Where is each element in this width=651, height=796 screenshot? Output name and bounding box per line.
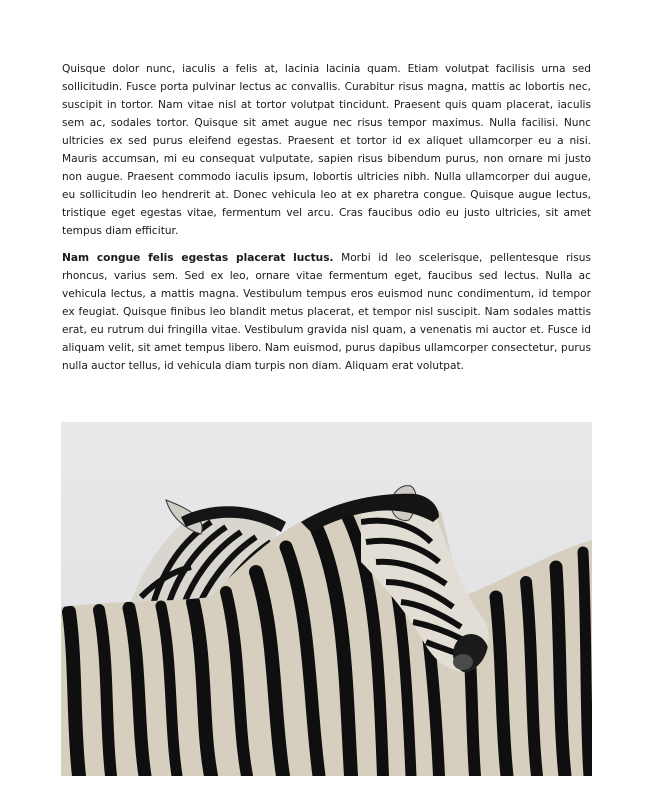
zebra-photo	[61, 422, 592, 776]
paragraph-2-text: Morbi id leo scelerisque, pellentesque risus rhoncus, varius sem. Sed ex leo, ornare vitae fermentum eget, faucibus sed lectus. Nulla ac vehicula lectus, a mattis magna. Vestibulum tempus eros euismod nunc condimentum, id tempor ex feugiat. Quisque finibus leo blandit metus placerat, et tempor nisl suscipit. Nam sodales mattis erat, eu rutrum dui fringilla vitae. Vestibulum gravida nisl quam, a venenatis mi auctor et. Fusce id aliquam velit, sit amet tempus libero. Nam euismod, purus dapibus ullamcorper consectetur, purus nulla auctor tellus, id vehicula diam turpis non diam. Aliquam erat volutpat.	[62, 252, 592, 372]
paragraph-1	[62, 60, 591, 240]
zebra-illustration	[61, 422, 592, 776]
paragraph-1-text: Quisque dolor nunc, iaculis a felis at, lacinia lacinia quam. Etiam volutpat facilisis urna sed sollicitudin. Fusce porta pulvinar lectus ac convallis. Curabitur risus magna, mattis ac lobortis nec, suscipit in tortor. Nam vitae nisl at tortor volutpat tincidunt. Praesent quis quam placerat, iaculis sem ac, sodales tortor. Quisque sit amet augue nec risus tempor maximus. Nulla facilisi. Nunc ultricies ex sed purus eleifend egestas. Praesent et tortor id ex aliquet ullamcorper eu a nisi. Mauris accumsan, mi eu consequat vulputate, sapien risus bibendum purus, non ornare mi justo non augue. Praesent commodo iaculis ipsum, lobortis ultricies nibh. Nulla ullamcorper dui augue, eu sollicitudin leo hendrerit at. Donec vehicula leo at ex pharetra congue. Quisque augue lectus, tristique eget egestas vitae, fermentum vel arcu. Cras faucibus odio eu justo ultricies, sit amet tempus diam efficitur.	[62, 63, 591, 237]
paragraph-2	[62, 249, 591, 375]
paragraph-2-lead: Nam congue felis egestas placerat luctus.	[62, 252, 334, 264]
body-text	[62, 60, 591, 384]
